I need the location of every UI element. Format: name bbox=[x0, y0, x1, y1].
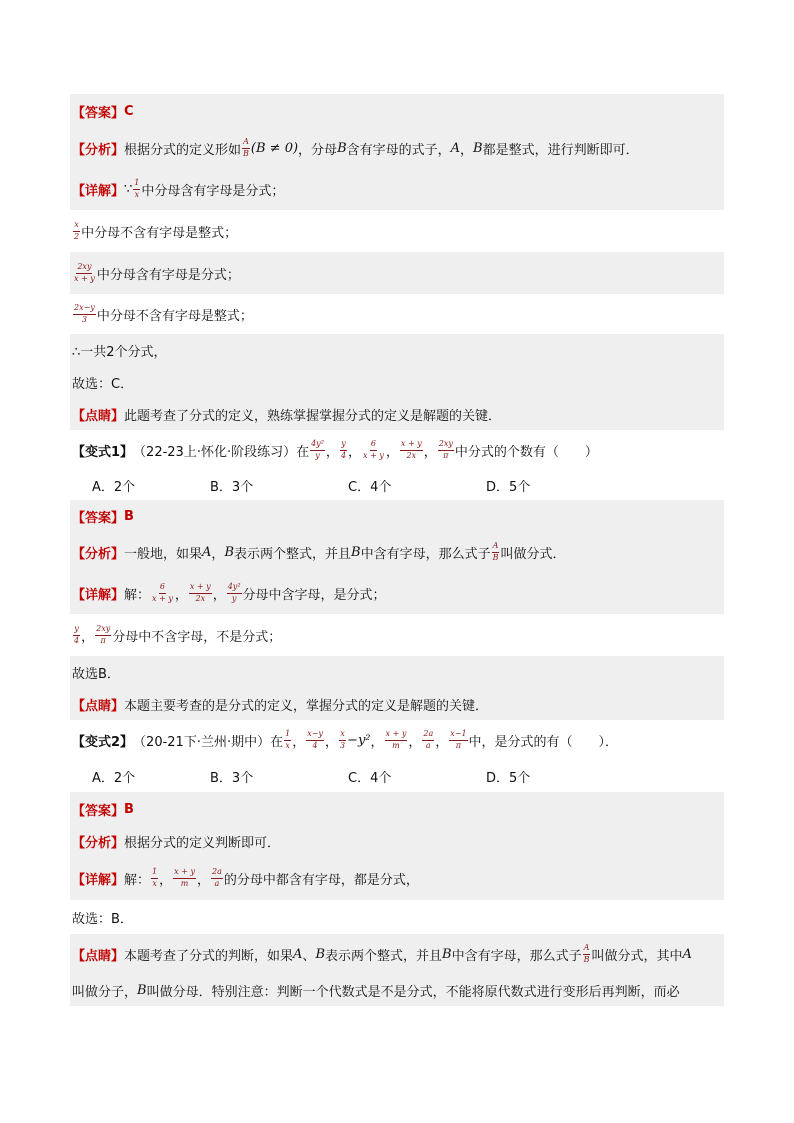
punct: 、 bbox=[302, 948, 316, 964]
comment-line bbox=[70, 688, 724, 720]
comment-text: 本题主要考查的是分式的定义，掌握分式的定义是解题的关键． bbox=[124, 698, 489, 714]
variable: B bbox=[442, 946, 452, 962]
detail-line: 【详解】 解： $\frac{6}{x + y}$ ， $\frac{x + y}{2x}$ ， $\frac{\text{4y²}}{y}$ 分母中含字母，是分式； bbox=[70, 572, 724, 614]
detail-tag: 【详解】 bbox=[72, 183, 125, 199]
comment-text: 叫做分母．特别注意：判断一个代数式是不是分式，不能将原代数式进行变形后再判断，而必 bbox=[146, 984, 680, 1000]
analysis-text: ，分母 bbox=[298, 142, 338, 158]
analysis-text: 表示两个整式，并且 bbox=[234, 546, 352, 562]
detail-tag: 【详解】 bbox=[72, 587, 125, 603]
detail-line bbox=[70, 168, 724, 210]
detail-line: 【详解】 解： $\frac{1}{x}$ ， $\frac{x + y}{m}$ ， $\frac{2a}{a}$ 的分母中都含有字母，都是分式， bbox=[70, 856, 724, 900]
fraction: $\frac{\text{4y²}}{y}$ bbox=[311, 439, 324, 460]
variable: B bbox=[137, 982, 147, 998]
variable: A bbox=[202, 544, 212, 560]
fraction: $\frac{6}{x + y}$ bbox=[363, 439, 384, 460]
analysis-tag: 【分析】 bbox=[72, 835, 125, 851]
analysis-tag: 【分析】 bbox=[72, 142, 125, 158]
choice-b: B．3个 bbox=[210, 770, 254, 786]
comment-text: 本题考查了分式的判断，如果 bbox=[124, 948, 294, 964]
condition: (B ≠ 0) bbox=[250, 140, 299, 156]
detail-text: 分母中含字母，是分式； bbox=[242, 587, 386, 603]
variable: B bbox=[337, 140, 347, 156]
answer-value: C bbox=[124, 103, 134, 119]
fraction: $\frac{2a}{a}$ bbox=[423, 729, 434, 750]
question-text: 中分式的个数有（ ） bbox=[454, 444, 598, 460]
variant-source: （22-23上·怀化·阶段练习）在 bbox=[133, 444, 310, 460]
detail-text: 中分母不含有字母是整式； bbox=[81, 225, 238, 241]
comment-text: 中含有字母，那么式子 bbox=[451, 948, 582, 964]
analysis-text: 中含有字母，那么式子 bbox=[360, 546, 491, 562]
choice-row bbox=[70, 470, 724, 500]
document-page bbox=[70, 94, 724, 1006]
answer-tag: 【答案】 bbox=[72, 803, 125, 819]
fraction: $\frac{2a}{a}$ bbox=[211, 867, 222, 888]
detail-text: 的分母中都含有字母，都是分式， bbox=[223, 872, 419, 888]
fraction: $\frac{1}{x}$ bbox=[285, 729, 291, 750]
detail-line bbox=[70, 294, 724, 334]
fraction: $\frac{x + y}{m}$ bbox=[385, 729, 407, 750]
variant-question: 【变式1】 （22-23上·怀化·阶段练习）在 $\frac{\text{4y²}}{y}$ ， $\frac{y}{4}$ ， $\frac{6}{x + y}$ ， $\frac{x + y}{2x}$ ， $\frac{2xy}{\pi}$ 中分式的个数有（ ） bbox=[72, 439, 598, 460]
comment-line bbox=[70, 398, 724, 430]
choice-c: C．4个 bbox=[348, 479, 392, 495]
comment-text: 此题考查了分式的定义，熟练掌握掌握分式的定义是解题的关键． bbox=[124, 408, 502, 424]
detail-tag: 【详解】 bbox=[72, 872, 125, 888]
comment-tag: 【点睛】 bbox=[72, 408, 125, 424]
detail-text: 中分母含有字母是分式； bbox=[96, 267, 240, 283]
choice-a: A．2个 bbox=[92, 479, 136, 495]
analysis-text: 根据分式的定义判断即可． bbox=[124, 835, 281, 851]
detail-prefix: 解： bbox=[124, 872, 151, 888]
answer-line bbox=[70, 500, 724, 532]
detail-text: 中分母含有字母是分式； bbox=[141, 183, 285, 199]
detail-line: $\frac{y}{4}$ ， $\frac{2xy}{\pi}$ 分母中不含字母，不是分式； bbox=[74, 624, 282, 645]
choose-line bbox=[70, 656, 724, 688]
comment-text: 叫做分式，其中 bbox=[591, 948, 683, 964]
answer-value: B bbox=[124, 801, 134, 817]
comment-line bbox=[70, 934, 724, 974]
fraction: $\frac{x-1}{\pi}$ bbox=[450, 729, 467, 750]
conclusion-line bbox=[70, 334, 724, 366]
variant-tag: 【变式1】 bbox=[72, 444, 134, 460]
answer-value: B bbox=[124, 508, 134, 524]
comment-tag: 【点睛】 bbox=[72, 698, 125, 714]
analysis-tag: 【分析】 bbox=[72, 546, 125, 562]
fraction: $\frac{x}{2}$ bbox=[74, 220, 80, 241]
fraction: $\frac{1}{x}$ bbox=[134, 178, 140, 199]
fraction: $\frac{x}{3}$ bbox=[339, 729, 346, 750]
variable: B bbox=[473, 140, 483, 156]
punct: ， bbox=[460, 142, 474, 158]
variable: A bbox=[450, 140, 461, 156]
choose-line bbox=[70, 366, 724, 398]
fraction: $\frac{6}{x + y}$ bbox=[152, 582, 173, 603]
choose-line bbox=[70, 900, 724, 934]
comment-tag: 【点睛】 bbox=[72, 948, 125, 964]
detail-text: 分母中不含字母，不是分式； bbox=[112, 629, 282, 645]
fraction: $\frac{2xy}{x + y}$ bbox=[74, 262, 95, 283]
fraction: $\frac{x-y}{4}$ bbox=[307, 729, 323, 750]
choose-text: 故选：C． bbox=[72, 376, 134, 392]
variable: B bbox=[351, 544, 361, 560]
answer-line bbox=[70, 792, 724, 826]
fraction: $\frac{A}{B}$ bbox=[492, 541, 499, 562]
variant-tag: 【变式2】 bbox=[72, 734, 134, 750]
fraction: $\frac{2x-y}{3}$ bbox=[74, 303, 95, 324]
comment-text: 表示两个整式，并且 bbox=[325, 948, 443, 964]
variable: A bbox=[293, 946, 303, 962]
choice-d: D．5个 bbox=[486, 770, 531, 786]
answer-tag: 【答案】 bbox=[72, 105, 125, 121]
choice-b: B．3个 bbox=[210, 479, 254, 495]
analysis-text: 一般地，如果 bbox=[124, 546, 203, 562]
fraction: $\frac{x + y}{m}$ bbox=[174, 867, 195, 888]
fraction: $\frac{y}{4}$ bbox=[340, 439, 347, 460]
variable: B bbox=[224, 544, 234, 560]
variant-question: 【变式2】 （20-21下·兰州·期中）在 $\frac{1}{x}$ ， $\frac{x-y}{4}$ ， $\frac{x}{3}$ −y² ， $\frac{x + y}{m}$ ， $\frac{2a}{a}$ ， $\frac{x-1}{\pi}$ 中，是分式的有（ ）． bbox=[72, 729, 619, 750]
analysis-line bbox=[70, 128, 724, 168]
fraction: $\frac{\text{4y²}}{y}$ bbox=[227, 582, 241, 603]
variant-source: （20-21下·兰州·期中）在 bbox=[133, 734, 284, 750]
fraction: $\frac{2xy}{\pi}$ bbox=[438, 439, 453, 460]
analysis-text: 叫做分式． bbox=[500, 546, 566, 562]
detail-prefix: 解： bbox=[124, 587, 151, 603]
fraction: $\frac{A}{B}$ bbox=[583, 943, 590, 964]
conclusion-text: ∴一共2个分式， bbox=[72, 344, 167, 360]
choose-text: 故选：B． bbox=[72, 911, 133, 927]
choose-text: 故选B． bbox=[72, 666, 120, 682]
fraction: $\frac{2xy}{\pi}$ bbox=[96, 624, 111, 645]
fraction: $\frac{x + y}{2x}$ bbox=[400, 439, 422, 460]
question-text: 中，是分式的有（ ）． bbox=[468, 734, 619, 750]
punct: ， bbox=[211, 546, 225, 562]
answer-tag: 【答案】 bbox=[72, 510, 125, 526]
fraction: $\frac{x + y}{2x}$ bbox=[189, 582, 211, 603]
choice-row bbox=[70, 760, 724, 792]
analysis-line bbox=[70, 532, 724, 572]
choice-a: A．2个 bbox=[92, 770, 136, 786]
analysis-text: 含有字母的式子， bbox=[346, 142, 451, 158]
analysis-text: 根据分式的定义形如 bbox=[124, 142, 242, 158]
comment-line bbox=[70, 974, 724, 1006]
analysis-text: 都是整式，进行判断即可． bbox=[482, 142, 639, 158]
fraction: $\frac{1}{x}$ bbox=[152, 867, 158, 888]
because-symbol: ∵ bbox=[124, 181, 133, 197]
fraction: $\frac{A}{B}$ bbox=[243, 137, 249, 158]
detail-line bbox=[70, 252, 724, 294]
choice-d: D．5个 bbox=[486, 479, 531, 495]
detail-text: 中分母不含有字母是整式； bbox=[96, 308, 253, 324]
analysis-line bbox=[70, 826, 724, 856]
expression: −y² bbox=[347, 732, 371, 748]
choice-c: C．4个 bbox=[348, 770, 392, 786]
comment-text: 叫做分子， bbox=[72, 984, 138, 1000]
answer-line bbox=[70, 94, 724, 128]
detail-line bbox=[70, 210, 724, 252]
fraction: $\frac{y}{4}$ bbox=[74, 624, 80, 645]
variable: B bbox=[315, 946, 325, 962]
variable: A bbox=[682, 946, 692, 962]
